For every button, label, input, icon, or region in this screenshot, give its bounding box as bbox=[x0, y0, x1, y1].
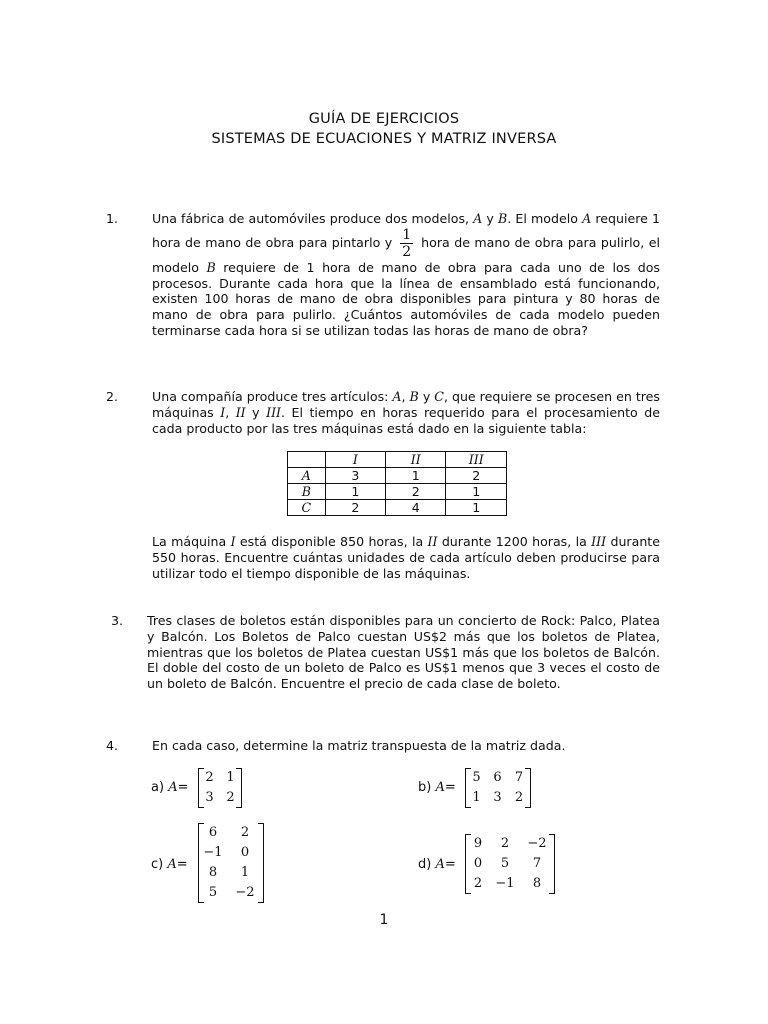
matrix-c bbox=[198, 823, 264, 903]
matrix-cell: −2 bbox=[527, 836, 547, 851]
matrix-cell: 0 bbox=[240, 845, 250, 860]
title-line-1: GUÍA DE EJERCICIOS bbox=[308, 111, 460, 127]
matrix-d-label: d) A= bbox=[418, 857, 456, 872]
matrix-cell: 1 bbox=[472, 790, 481, 805]
table-row bbox=[288, 484, 507, 500]
matrix-cell: 2 bbox=[514, 790, 524, 805]
matrix-cell: 5 bbox=[472, 770, 481, 785]
exercise-2-text: Una compañía produce tres artículos: A, B y C, que requiere se procesen en tres máquinas I, II y III. El tiempo en horas requerido para el procesamiento de cada producto por las tres máquinas está dado en la siguiente tabla: bbox=[152, 389, 660, 436]
table-cell: 2 bbox=[386, 484, 446, 500]
fraction-one-half: $\frac{1}{2}$ bbox=[402, 226, 412, 260]
table-cell: 4 bbox=[386, 500, 446, 516]
table-cell: 2 bbox=[446, 468, 507, 484]
table-cell: C bbox=[288, 500, 326, 516]
matrix-cell: 2 bbox=[473, 876, 483, 891]
exercise-1-number: 1. bbox=[106, 211, 119, 226]
matrix-cell: 6 bbox=[493, 770, 502, 785]
table-cell: 1 bbox=[446, 484, 507, 500]
table-header-cell bbox=[288, 452, 326, 468]
exercise-2-availability-text: La máquina I está disponible 850 horas, la II durante 1200 horas, la III durante 550 horas. Encuentre cuántas unidades de cada artículo deben producirse para utilizar todo el tiempo disponible de las máquinas. bbox=[152, 534, 660, 581]
table-header-row bbox=[288, 452, 507, 468]
table-header-cell: II bbox=[386, 452, 446, 468]
matrix-b-label: b) A= bbox=[418, 780, 456, 795]
table-header-cell: I bbox=[325, 452, 385, 468]
exercise-3-number: 3. bbox=[111, 613, 124, 628]
matrix-cell: 1 bbox=[226, 770, 235, 785]
matrix-cell: 2 bbox=[226, 790, 235, 805]
matrix-c-label: c) A= bbox=[151, 857, 188, 872]
table-cell: 1 bbox=[446, 500, 507, 516]
matrix-cell: 3 bbox=[493, 790, 502, 805]
matrix-cell: 7 bbox=[532, 856, 542, 871]
matrix-cell: 0 bbox=[473, 856, 483, 871]
matrix-cell: 3 bbox=[205, 790, 214, 805]
matrix-cell: 2 bbox=[240, 825, 250, 840]
matrix-b bbox=[465, 768, 531, 808]
matrix-d bbox=[465, 834, 555, 894]
matrix-cell: 2 bbox=[500, 836, 510, 851]
machine-time-table bbox=[287, 451, 507, 516]
matrix-cell: 9 bbox=[473, 836, 483, 851]
table-cell: 1 bbox=[386, 468, 446, 484]
matrix-cell: −1 bbox=[495, 876, 515, 891]
exercise-3-text: Tres clases de boletos están disponibles para un concierto de Rock: Palco, Platea y Balcón. Los Boletos de Palco cuestan US$2 más que los boletos de Platea, mientras que los boletos de Platea cuestan US$1 más que los boletos de Balcón. El doble del costo de un boleto de Palco es US$1 menos que 3 veces el costo de un boleto de Balcón. Encuentre el precio de cada clase de boleto. bbox=[147, 613, 660, 692]
table-cell: B bbox=[288, 484, 326, 500]
matrix-cell: 8 bbox=[532, 876, 542, 891]
table-cell: A bbox=[288, 468, 326, 484]
title-line-2: SISTEMAS DE ECUACIONES Y MATRIZ INVERSA bbox=[211, 131, 557, 147]
table-cell: 3 bbox=[325, 468, 385, 484]
matrix-cell: −1 bbox=[203, 845, 223, 860]
matrix-a-label: a) A= bbox=[151, 780, 189, 795]
matrix-cell: 6 bbox=[208, 825, 218, 840]
matrix-cell: 1 bbox=[240, 865, 250, 880]
matrix-cell: 5 bbox=[500, 856, 510, 871]
matrix-cell: 8 bbox=[208, 865, 218, 880]
table-header-cell: III bbox=[446, 452, 507, 468]
exercise-2-number: 2. bbox=[106, 389, 119, 404]
matrix-a bbox=[198, 768, 242, 808]
matrix-cell: 2 bbox=[205, 770, 214, 785]
table-row bbox=[288, 468, 507, 484]
exercise-1-text: Una fábrica de automóviles produce dos modelos, A y B. El modelo A requiere 1 hora de mano de obra para pintarlo y $\frac{1}{2}$ hora de mano de obra para pulirlo, el modelo B requiere de 1 hora de mano de obra para cada uno de los dos procesos. Durante cada hora que la línea de ensamblado está funcionando, existen 100 horas de mano de obra disponibles para pintura y 80 horas de mano de obra para pulirlo. ¿Cuántos automóviles de cada modelo pueden terminarse cada hora si se utilizan todas las horas de mano de obra? bbox=[152, 211, 660, 338]
table-cell: 2 bbox=[325, 500, 385, 516]
table-cell: 1 bbox=[325, 484, 385, 500]
matrix-cell: −2 bbox=[235, 885, 255, 900]
exercise-4-number: 4. bbox=[106, 738, 119, 753]
page-number: 1 bbox=[379, 912, 389, 928]
matrix-cell: 5 bbox=[208, 885, 218, 900]
exercise-4-text: En cada caso, determine la matriz transpuesta de la matriz dada. bbox=[152, 738, 566, 753]
matrix-cell: 7 bbox=[514, 770, 524, 785]
table-row bbox=[288, 500, 507, 516]
